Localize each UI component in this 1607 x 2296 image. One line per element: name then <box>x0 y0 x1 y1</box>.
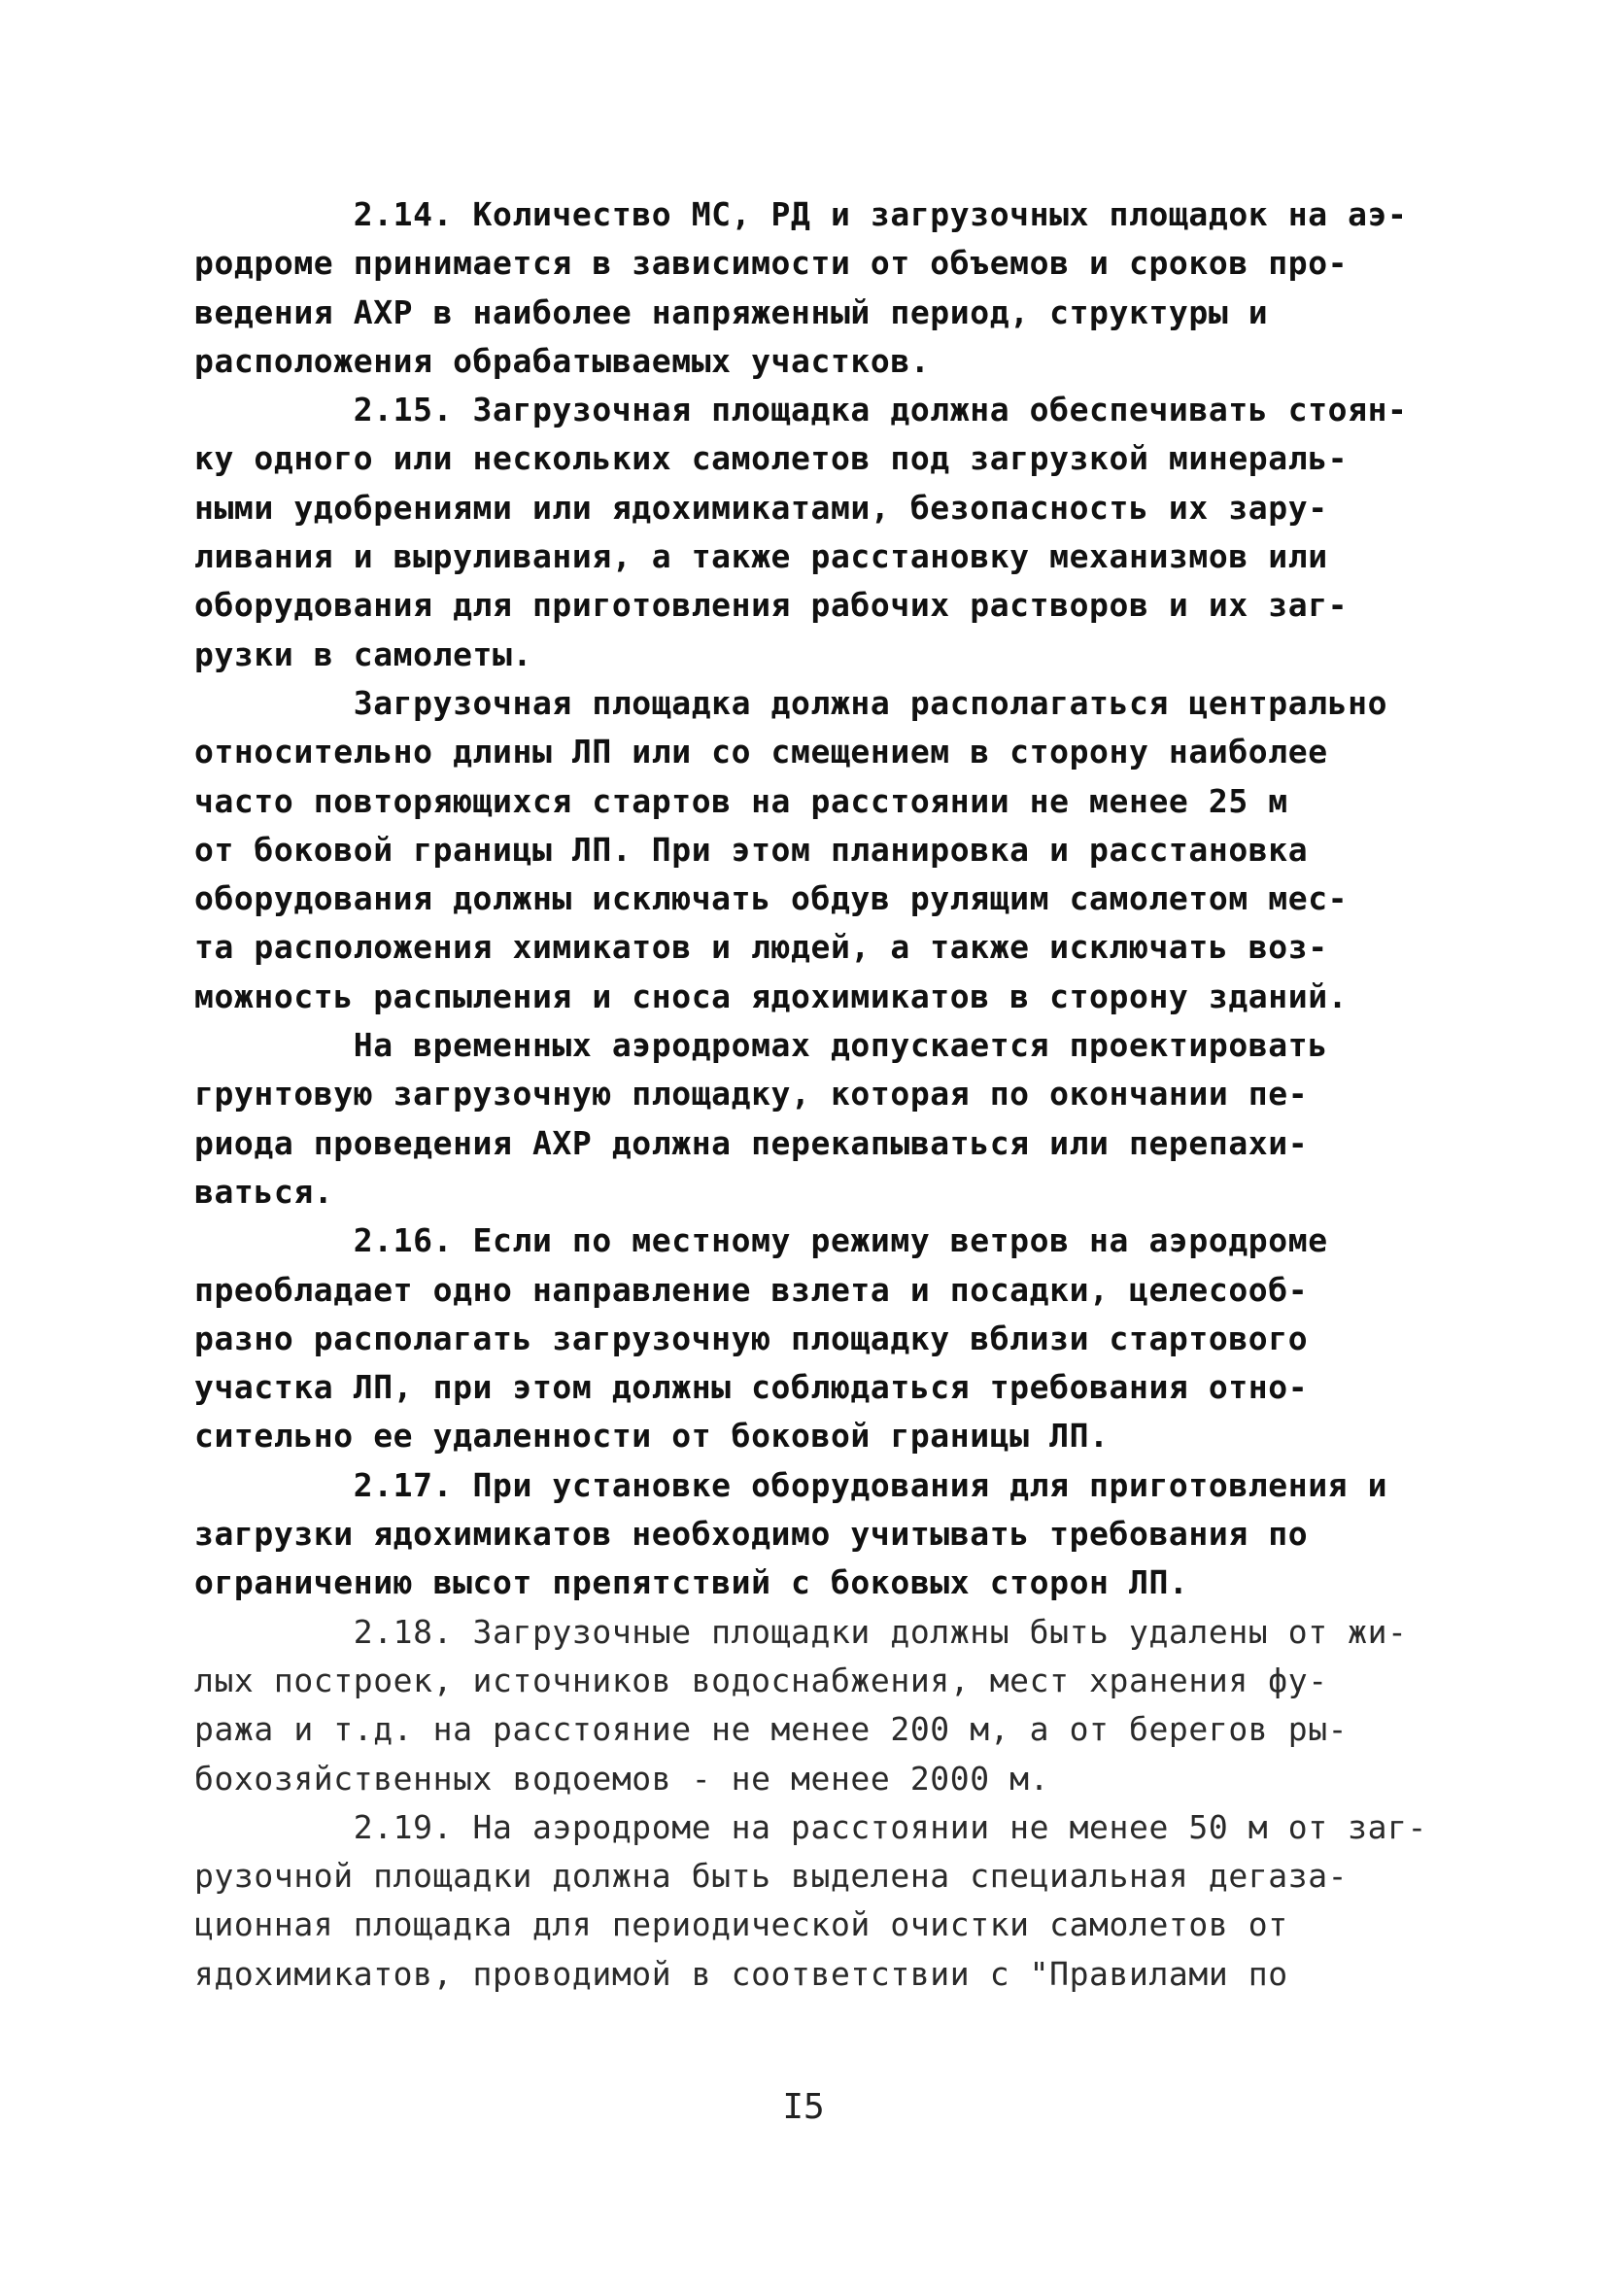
text-line: грунтовую загрузочную площадку, которая по окончании пе- <box>194 1075 1309 1114</box>
text-line: бохозяйственных водоемов - не менее 2000 м. <box>194 1759 1050 1798</box>
text-line: ливания и выруливания, а также расстановку механизмов или <box>194 537 1328 576</box>
text-line: Загрузочная площадка должна располагаться центрально <box>194 683 1388 722</box>
text-line: разно располагать загрузочную площадку вблизи стартового <box>194 1319 1309 1357</box>
text-line: оборудования для приготовления рабочих растворов и их заг- <box>194 586 1349 625</box>
paragraph-p-2-15-b <box>194 679 1399 1021</box>
text-line: ными удобрениями или ядохимикатами, безопасность их зару- <box>194 488 1328 527</box>
text-line: рузки в самолеты. <box>194 634 532 673</box>
paragraph-p-2-14 <box>194 190 1408 386</box>
text-line: участка ЛП, при этом должны соблюдаться требования отно- <box>194 1368 1309 1407</box>
text-line: оборудования должны исключать обдув рулящим самолетом мес- <box>194 879 1349 918</box>
text-line: ку одного или нескольких самолетов под загрузкой минераль- <box>194 439 1349 478</box>
text-line: ваться. <box>194 1172 334 1211</box>
text-line: ограничению высот препятствий с боковых сторон ЛП. <box>194 1563 1189 1602</box>
text-line: 2.19. На аэродроме на расстоянии не менее 50 м от заг- <box>194 1807 1427 1846</box>
body-text <box>194 190 1427 1999</box>
text-line: родроме принимается в зависимости от объемов и сроков про- <box>194 244 1349 283</box>
text-line: 2.14. Количество МС, РД и загрузочных площадок на аэ- <box>194 195 1408 233</box>
paragraph-p-2-16 <box>194 1217 1399 1460</box>
paragraph-p-2-17 <box>194 1461 1399 1608</box>
text-line: от боковой границы ЛП. При этом планировка и расстановка <box>194 830 1309 869</box>
text-line: ционная площадка для периодической очистки самолетов от <box>194 1905 1288 1944</box>
paragraph-p-2-15 <box>194 386 1408 679</box>
paragraph-p-2-15-c <box>194 1021 1399 1217</box>
text-line: сительно ее удаленности от боковой границы ЛП. <box>194 1417 1110 1456</box>
text-line: 2.15. Загрузочная площадка должна обеспечивать стоян- <box>194 391 1408 429</box>
text-line: риода проведения АХР должна перекапываться или перепахи- <box>194 1123 1309 1162</box>
page-number: I5 <box>782 2087 825 2127</box>
text-line: относительно длины ЛП или со смещением в сторону наиболее <box>194 733 1328 771</box>
text-line: расположения обрабатываемых участков. <box>194 341 931 380</box>
text-line: 2.17. При установке оборудования для приготовления и <box>194 1465 1388 1504</box>
text-line: загрузки ядохимикатов необходимо учитывать требования по <box>194 1515 1309 1554</box>
text-line: часто повторяющихся стартов на расстоянии не менее 25 м <box>194 781 1288 820</box>
text-line: 2.18. Загрузочные площадки должны быть удалены от жи- <box>194 1612 1408 1651</box>
text-line: рузочной площадки должна быть выделена специальная дегаза- <box>194 1857 1349 1896</box>
text-line: та расположения химикатов и людей, а также исключать воз- <box>194 928 1328 967</box>
paragraph-p-2-19 <box>194 1803 1427 1999</box>
text-line: ведения АХР в наиболее напряженный период, структуры и <box>194 292 1269 331</box>
text-line: На временных аэродромах допускается проектировать <box>194 1026 1328 1065</box>
text-line: можность распыления и сноса ядохимикатов в сторону зданий. <box>194 977 1349 1015</box>
text-line: лых построек, источников водоснабжения, мест хранения фу- <box>194 1661 1328 1699</box>
text-line: преобладает одно направление взлета и посадки, целесооб- <box>194 1270 1309 1309</box>
text-line: ража и т.д. на расстояние не менее 200 м, а от берегов ры- <box>194 1710 1349 1749</box>
text-line: ядохимикатов, проводимой в соответствии с "Правилами по <box>194 1954 1288 1993</box>
text-line: 2.16. Если по местному режиму ветров на аэродроме <box>194 1221 1328 1260</box>
paragraph-p-2-18 <box>194 1608 1408 1803</box>
